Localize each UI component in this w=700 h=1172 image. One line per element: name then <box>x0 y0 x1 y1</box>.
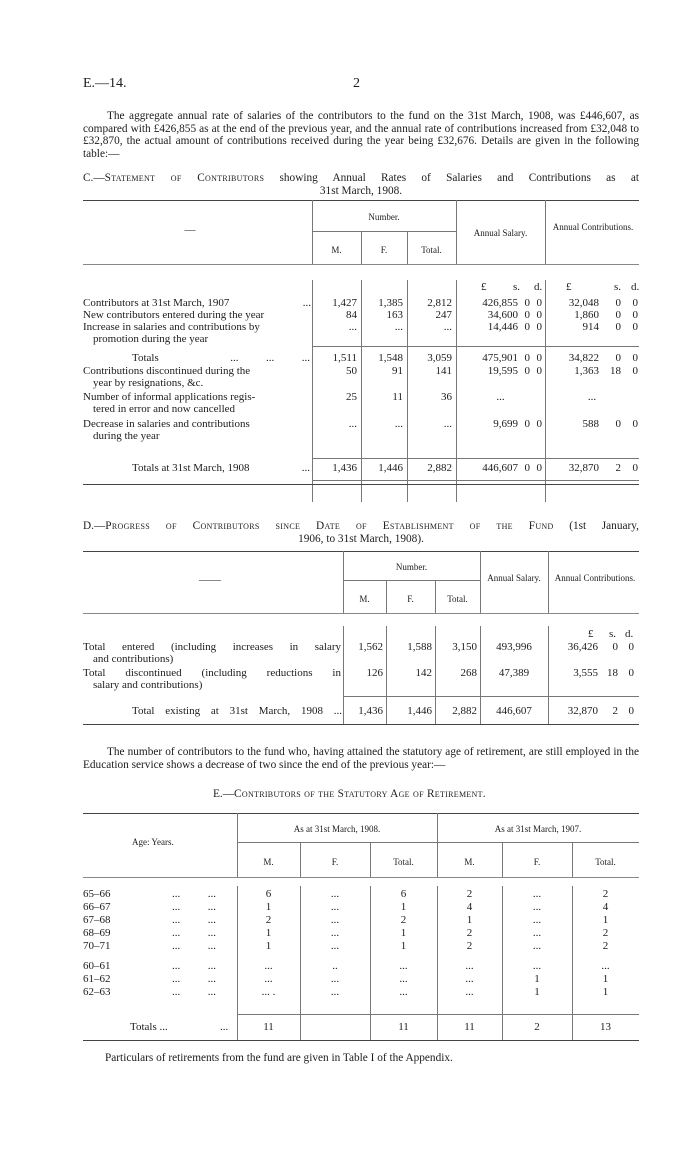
table-d-header-salary: Annual Salary. <box>487 573 541 583</box>
table-e-cell-f08: ... <box>330 927 340 939</box>
table-e-cell-m08: 2 <box>265 914 272 926</box>
table-c-cell-m: 1,436 <box>332 462 357 474</box>
table-e-cell-t08: 1 <box>400 901 407 913</box>
table-e-cell-t08: ... <box>399 973 408 985</box>
table-e-cell-t07: 1 <box>602 973 609 985</box>
table-e-cell-m08: ... <box>264 960 273 972</box>
table-e-row-age: 68–69 <box>83 927 111 939</box>
table-d-header-number: Number. <box>395 562 428 572</box>
table-c-cell-m: ... <box>348 321 357 333</box>
table-e-row-age: 65–66 <box>83 888 111 900</box>
table-e-cell-f07: ... <box>532 888 542 900</box>
table-e-cell-f08: ... <box>330 888 340 900</box>
table-e-cell-t07: 4 <box>602 901 609 913</box>
table-c-cell-salary-d: 0 <box>536 352 542 364</box>
table-c-cell-contrib-s: 18 <box>610 365 621 377</box>
table-d-cell-contrib-d: 0 <box>628 705 634 717</box>
table-e-total-t08: 11 <box>398 1021 409 1033</box>
table-d-cell-f: 142 <box>415 667 432 679</box>
table-c-top-rule <box>83 200 639 201</box>
table-d-cell-salary: 47,389 <box>498 667 530 679</box>
table-e-row-dots: ... ... <box>172 927 216 939</box>
table-c-cell-f: ... <box>394 418 403 430</box>
table-c-cell-salary: 475,901 <box>482 352 518 364</box>
table-c-cell-m: 1,511 <box>332 352 357 364</box>
table-e-cell-f07: ... <box>532 927 542 939</box>
table-c-caption: C.—Statement of Contributors showing Annual Rates of Salaries and Contributions as at 31st March, 1908. <box>83 172 640 197</box>
table-c-cell-contrib-d: 0 <box>632 352 638 364</box>
table-e-row-age: 61–62 <box>83 973 111 985</box>
table-e-cell-t07: 1 <box>602 986 609 998</box>
table-c-cell-salary: 446,607 <box>482 462 518 474</box>
table-c-header-contrib: Annual Contributions. <box>552 222 634 232</box>
table-c-cell-contrib: ... <box>587 391 597 403</box>
table-e-row-dots: ... ... <box>172 901 216 913</box>
table-e-header-1907: As at 31st March, 1907. <box>494 824 582 834</box>
table-d-caption: D.—Progress of Contributors since Date of Establishment of the Fund (1st January, 1906, to 31st March, 1908). <box>83 520 639 545</box>
table-d-cell-total: 2,882 <box>452 705 477 717</box>
table-c-row-label: Number of informal applications regis- tered in error and now cancelled <box>83 391 256 415</box>
table-d-cell-contrib-s: 0 <box>612 641 618 653</box>
table-e-caption: E.—Contributors of the Statutory Age of Retirement. <box>213 788 486 800</box>
table-e-cell-m08: 1 <box>265 927 272 939</box>
table-d-cell-contrib: 3,555 <box>573 667 598 679</box>
table-d-cell-f: 1,588 <box>407 641 432 653</box>
table-e-row-dots: ... ... <box>172 940 216 952</box>
table-c-cell-salary-d: 0 <box>536 418 542 430</box>
table-e-cell-t07: ... <box>601 960 610 972</box>
table-e-cell-m07: 4 <box>466 901 473 913</box>
table-c-cell-salary-s: 0 <box>524 418 530 430</box>
table-e-row-dots: ... ... <box>172 960 216 972</box>
table-e-row-dots: ... ... <box>172 986 216 998</box>
table-e-cell-f08: ... <box>330 986 340 998</box>
table-d-row-label: Total entered (including increases in salary and contributions) <box>83 641 341 665</box>
table-d-cell-f: 1,446 <box>407 705 432 717</box>
table-e-cell-m08: ... . <box>261 986 276 998</box>
table-e-cell-m08: 1 <box>265 901 272 913</box>
table-c-cell-f: 11 <box>392 391 403 403</box>
table-d-cell-m: 1,436 <box>358 705 383 717</box>
footer-note: Particulars of retirements from the fund are given in Table I of the Appendix. <box>105 1052 453 1064</box>
table-c-cell-f: 1,446 <box>378 462 403 474</box>
table-e-cell-m08: 6 <box>265 888 272 900</box>
table-e-totals-label: Totals ... <box>130 1021 168 1033</box>
table-d-cell-contrib-s: 18 <box>607 667 618 679</box>
table-c-cell-f: 1,548 <box>378 352 403 364</box>
table-c-row-label: Totals ... ... ... <box>132 352 310 364</box>
table-e-cell-f08: ... <box>330 973 340 985</box>
table-c-header-total: Total. <box>421 245 442 255</box>
table-d-cell-m: 1,562 <box>358 641 383 653</box>
table-c-cell-contrib: 32,870 <box>568 462 599 474</box>
table-e-cell-t08: 2 <box>400 914 407 926</box>
table-d-row-label: Total discontinued (including reductions in salary and contributions) <box>83 667 341 691</box>
table-c-cell-salary-d: 0 <box>536 309 542 321</box>
table-e-cell-m07: 1 <box>466 914 473 926</box>
table-c-cell-contrib: 32,048 <box>568 297 599 309</box>
table-e-cell-m07: ... <box>465 960 474 972</box>
table-c-cell-contrib-s: 0 <box>615 418 621 430</box>
table-c-cell-salary-d: 0 <box>536 365 542 377</box>
table-c-cell-salary-s: 0 <box>524 321 530 333</box>
table-c-cell-salary: ... <box>496 391 505 403</box>
table-c-cell-salary: 426,855 <box>482 297 518 309</box>
table-e-row-dots: ... ... <box>172 973 216 985</box>
table-c-cell-salary-d: 0 <box>536 297 542 309</box>
table-e-cell-f07: ... <box>532 901 542 913</box>
table-c-cell-contrib-s: 0 <box>615 352 621 364</box>
table-c-cell-total: 3,059 <box>427 352 452 364</box>
table-e-row-age: 67–68 <box>83 914 111 926</box>
table-e-cell-t08: ... <box>399 960 408 972</box>
table-e-cell-f07: ... <box>532 960 542 972</box>
table-e-row-dots: ... ... <box>172 914 216 926</box>
table-d-header-total: Total. <box>447 594 468 604</box>
table-e-row-age: 70–71 <box>83 940 111 952</box>
table-c-cell-contrib: 1,860 <box>574 309 599 321</box>
table-d-cell-contrib: 36,426 <box>567 641 598 653</box>
page-number: 2 <box>353 76 360 91</box>
table-c-cell-salary: 34,600 <box>487 309 518 321</box>
table-c-stub-dash: — <box>184 224 196 236</box>
table-e-cell-f08: ... <box>330 901 340 913</box>
table-c-header-f: F. <box>380 245 388 255</box>
table-c-cell-contrib-s: 0 <box>615 297 621 309</box>
table-c-cell-contrib-d: 0 <box>632 321 638 333</box>
table-d-cell-contrib-d: 0 <box>628 667 634 679</box>
table-c-cell-salary: 14,446 <box>487 321 518 333</box>
table-c-cell-contrib-s: 0 <box>615 321 621 333</box>
table-c-header-salary: Annual Salary. <box>473 228 528 238</box>
table-e-cell-f08: .. <box>332 960 338 972</box>
table-e-cell-t07: 2 <box>602 927 609 939</box>
table-e-cell-f08: ... <box>330 940 340 952</box>
table-e-cell-f08: ... <box>330 914 340 926</box>
table-c-cell-contrib-d: 0 <box>632 297 638 309</box>
table-e-cell-t08: ... <box>399 986 408 998</box>
table-e-total-f07: 2 <box>534 1021 540 1033</box>
table-c-row-label: Contributors at 31st March, 1907 ... <box>83 297 311 309</box>
table-c-cell-total: 36 <box>441 391 452 403</box>
table-c-cell-total: ... <box>443 321 452 333</box>
table-c-cell-m: 25 <box>346 391 357 403</box>
table-c-header-number: Number. <box>368 212 400 222</box>
table-c-cell-salary-s: 0 <box>524 365 530 377</box>
table-c-row-label: Contributions discontinued during the year by resignations, &c. <box>83 365 251 389</box>
table-c-cell-total: 2,882 <box>427 462 452 474</box>
table-c-cell-m: ... <box>348 418 357 430</box>
table-c-cell-contrib-s: 2 <box>615 462 621 474</box>
table-d-cell-contrib-s: 2 <box>612 705 618 717</box>
table-c-cell-salary: 9,699 <box>493 418 518 430</box>
table-c-header-m: M. <box>331 245 342 255</box>
table-d-header-m: M. <box>359 594 370 604</box>
table-e-cell-t07: 2 <box>602 940 609 952</box>
table-c-cell-salary-s: 0 <box>524 462 530 474</box>
intro-paragraph: The aggregate annual rate of salaries of the contributors to the fund on the 31st March, 1908, was £446,607, as compared with £426,855 as at the end of the previous year, and the annual rate of contributions increased from £32,048 to £32,870, the actual amount of contributions received during the year being £32,676. Details are given in the following table:— <box>83 110 639 160</box>
table-d-cell-contrib-d: 0 <box>628 641 634 653</box>
table-c-cell-f: ... <box>394 321 403 333</box>
table-e-total-m07: 11 <box>464 1021 475 1033</box>
table-e-cell-f07: ... <box>532 940 542 952</box>
table-d-cell-contrib: 32,870 <box>567 705 598 717</box>
table-e-cell-m08: ... <box>264 973 273 985</box>
table-e-header-age: Age: Years. <box>132 837 174 847</box>
page-header <box>83 76 643 96</box>
table-d-cell-total: 268 <box>460 667 477 679</box>
table-d-header-f: F. <box>407 594 414 604</box>
table-c-cell-total: 141 <box>435 365 452 377</box>
retirement-paragraph: The number of contributors to the fund who, having attained the statutory age of retirement, are still employed in the Education service shows a decrease of two since the end of the previous year:— <box>83 746 639 771</box>
table-e-cell-m07: 2 <box>466 940 473 952</box>
table-c-cell-salary: 19,595 <box>487 365 518 377</box>
table-c-cell-salary-d: 0 <box>536 321 542 333</box>
table-e-cell-m07: 2 <box>466 888 473 900</box>
table-e-cell-m07: ... <box>465 986 474 998</box>
table-c-cell-salary-s: 0 <box>524 297 530 309</box>
table-c-cell-f: 1,385 <box>378 297 403 309</box>
table-e-cell-m08: 1 <box>265 940 272 952</box>
table-c-cell-f: 163 <box>386 309 403 321</box>
table-e-row-age: 66–67 <box>83 901 111 913</box>
table-e-cell-t08: 1 <box>400 927 407 939</box>
table-c-cell-contrib: 914 <box>582 321 599 333</box>
table-c-cell-m: 84 <box>346 309 357 321</box>
table-d-cell-total: 3,150 <box>452 641 477 653</box>
table-d-row-label: Total existing at 31st March, 1908 ... <box>132 705 342 717</box>
table-c-cell-f: 91 <box>392 365 403 377</box>
table-c-cell-total: 2,812 <box>427 297 452 309</box>
table-c-cell-total: ... <box>443 418 452 430</box>
table-c-row-label: New contributors entered during the year <box>83 309 265 321</box>
table-d-header-contrib: Annual Contributions. <box>554 573 636 583</box>
table-c-cell-contrib: 588 <box>582 418 599 430</box>
table-c-cell-contrib-d: 0 <box>632 462 638 474</box>
table-e-cell-t07: 2 <box>602 888 609 900</box>
document-reference: E.—14. <box>83 76 127 91</box>
table-d-cell-salary: 493,996 <box>496 641 532 653</box>
table-e-cell-m07: ... <box>465 973 474 985</box>
table-e-cell-t08: 6 <box>400 888 407 900</box>
table-e-cell-f07: 1 <box>534 973 540 985</box>
table-c-row-label: Decrease in salaries and contributions during the year <box>83 418 250 442</box>
table-e-cell-t07: 1 <box>602 914 609 926</box>
table-e-total-t07: 13 <box>600 1021 611 1033</box>
table-c-cell-m: 1,427 <box>332 297 357 309</box>
table-c-cell-salary-s: 0 <box>524 309 530 321</box>
table-c-cell-contrib-d: 0 <box>632 365 638 377</box>
table-c-cell-contrib-d: 0 <box>632 418 638 430</box>
table-e-row-age: 62–63 <box>83 986 111 998</box>
table-c-cell-salary-s: 0 <box>524 352 530 364</box>
table-c-cell-contrib-d: 0 <box>632 309 638 321</box>
table-e-cell-f07: 1 <box>534 986 540 998</box>
table-e-row-age: 60–61 <box>83 960 111 972</box>
table-e-total-m08: 11 <box>263 1021 274 1033</box>
table-e-header-1908: As at 31st March, 1908. <box>293 824 381 834</box>
table-c-cell-contrib-s: 0 <box>615 309 621 321</box>
table-c-cell-total: 247 <box>435 309 452 321</box>
table-d-stub-dash: —— <box>199 574 221 586</box>
table-d-cell-salary: 446,607 <box>496 705 532 717</box>
table-e-cell-m07: 2 <box>466 927 473 939</box>
table-c-row-label: Increase in salaries and contributions by promotion during the year <box>83 321 260 345</box>
table-c-cell-m: 50 <box>346 365 357 377</box>
table-c-cell-contrib: 34,822 <box>568 352 599 364</box>
table-c-row-label: Totals at 31st March, 1908 ... <box>132 462 310 474</box>
table-c-cell-contrib: 1,363 <box>574 365 599 377</box>
table-e-cell-t08: 1 <box>400 940 407 952</box>
table-e-totals-dots: ... <box>220 1021 229 1033</box>
table-e-row-dots: ... ... <box>172 888 216 900</box>
table-d-cell-m: 126 <box>366 667 383 679</box>
table-c-cell-salary-d: 0 <box>536 462 542 474</box>
table-e-cell-f07: ... <box>532 914 542 926</box>
